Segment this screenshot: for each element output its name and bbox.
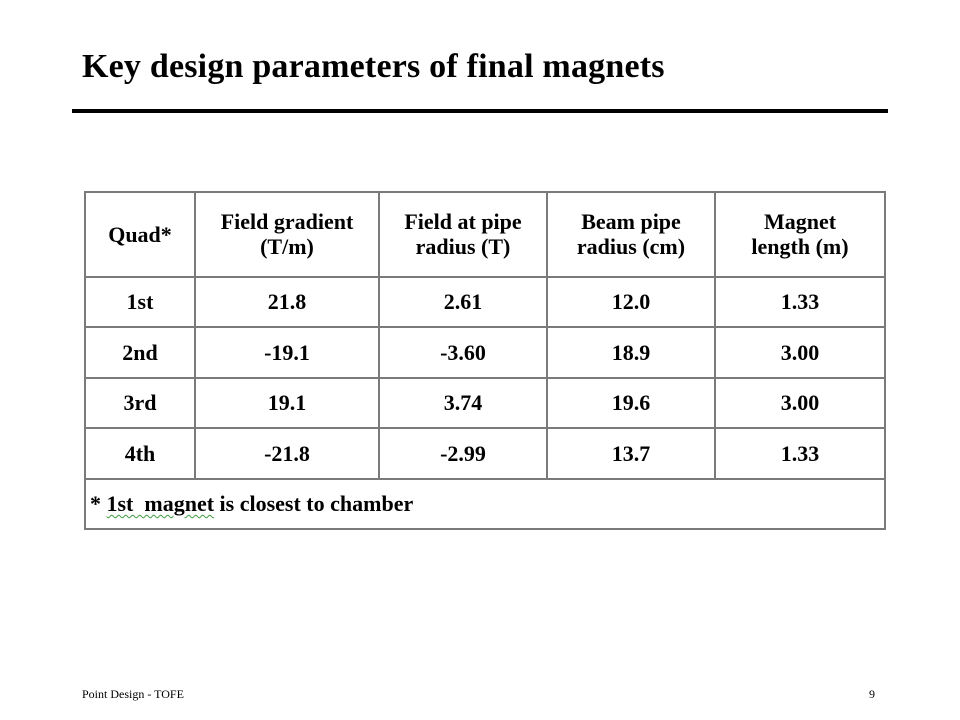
cell-quad: 2nd [85, 327, 195, 377]
cell-magnet-length: 1.33 [715, 428, 885, 478]
cell-field-gradient: -21.8 [195, 428, 379, 478]
cell-magnet-length: 3.00 [715, 327, 885, 377]
cell-field-at-pipe-radius: -2.99 [379, 428, 547, 478]
cell-field-at-pipe-radius: 3.74 [379, 378, 547, 428]
table-footnote: * 1st magnet is closest to chamber [85, 479, 885, 530]
parameters-table [84, 191, 886, 530]
header-magnet-length: Magnet length (m) [715, 192, 885, 277]
cell-quad: 3rd [85, 378, 195, 428]
cell-field-at-pipe-radius: -3.60 [379, 327, 547, 377]
cell-quad: 1st [85, 277, 195, 327]
cell-beam-pipe-radius: 12.0 [547, 277, 715, 327]
cell-magnet-length: 3.00 [715, 378, 885, 428]
table-header-row [85, 192, 885, 277]
parameters-table-container [84, 191, 884, 530]
cell-field-gradient: -19.1 [195, 327, 379, 377]
cell-quad: 4th [85, 428, 195, 478]
header-field-gradient: Field gradient (T/m) [195, 192, 379, 277]
table-note-row [85, 479, 885, 530]
header-quad: Quad* [85, 192, 195, 277]
spellcheck-marked-text: 1st magnet [106, 491, 215, 517]
cell-field-at-pipe-radius: 2.61 [379, 277, 547, 327]
table-row [85, 277, 885, 327]
page-number: 9 [869, 687, 875, 701]
table-row [85, 428, 885, 478]
title-divider [72, 109, 888, 113]
header-beam-pipe-radius: Beam pipe radius (cm) [547, 192, 715, 277]
cell-beam-pipe-radius: 19.6 [547, 378, 715, 428]
slide-title: Key design parameters of final magnets [82, 48, 665, 85]
cell-field-gradient: 21.8 [195, 277, 379, 327]
cell-field-gradient: 19.1 [195, 378, 379, 428]
table-row [85, 327, 885, 377]
footer-label: Point Design - TOFE [82, 687, 184, 701]
cell-magnet-length: 1.33 [715, 277, 885, 327]
header-field-at-pipe-radius: Field at pipe radius (T) [379, 192, 547, 277]
cell-beam-pipe-radius: 13.7 [547, 428, 715, 478]
cell-beam-pipe-radius: 18.9 [547, 327, 715, 377]
table-row [85, 378, 885, 428]
